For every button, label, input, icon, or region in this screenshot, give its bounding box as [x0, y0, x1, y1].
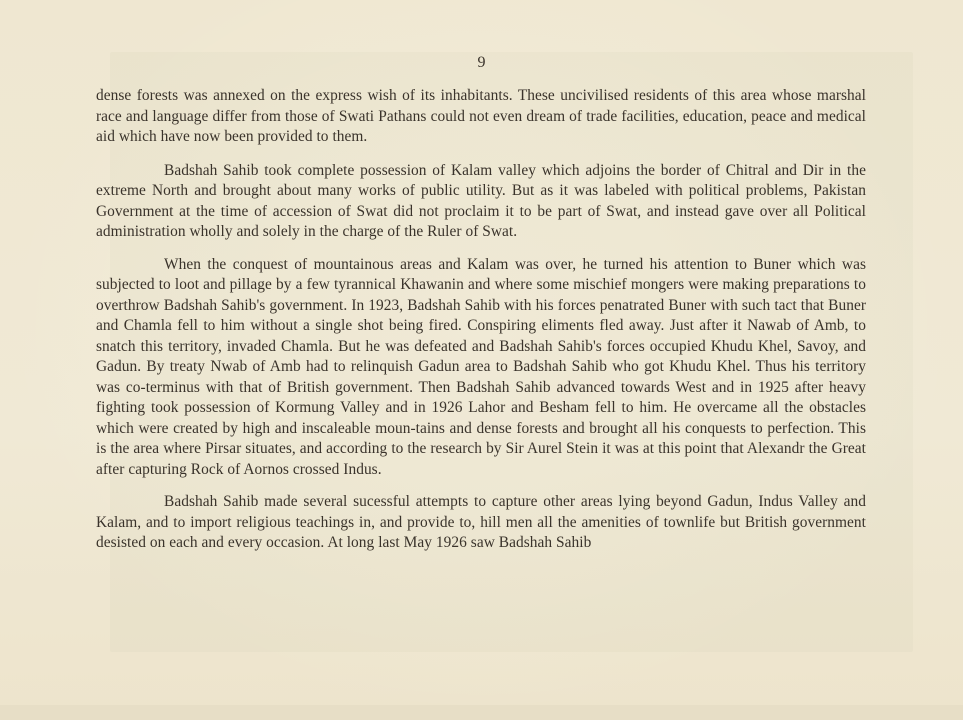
body-text [96, 86, 866, 554]
page-bottom-edge [0, 705, 963, 720]
paragraph-4: Badshah Sahib made several sucessful attempts to capture other areas lying beyond Gadun, Indus Valley and Kalam, and to import religious teachings in, and provide to, hill men all the amenities of townlife but British government desisted on each and every occasion. At long last May 1926 saw Badshah Sahib [96, 493, 866, 551]
paragraph-2: Badshah Sahib took complete possession of Kalam valley which adjoins the border of Chitral and Dir in the extreme North and brought about many works of public utility. But as it was labeled with political problems, Pakistan Government at the time of accession of Swat did not proclaim it to be part of Swat, and instead gave over all Political administration wholly and solely in the charge of the Ruler of Swat. [96, 161, 866, 240]
paragraph-3: When the conquest of mountainous areas and Kalam was over, he turned his attention to Buner which was subjected to loot and pillage by a few tyrannical Khawanin and where some mischief mongers were making preparations to overthrow Badshah Sahib's government. In 1923, Badshah Sahib with his forces penatrated Buner with such tact that Buner and Chamla fell to him without a single shot being fired. Conspiring eliments fled away. Just after it Nawab of Amb, to snatch this territory, invaded Chamla. But he was defeated and Badshah Sahib's forces occupied Khudu Khel, Savoy, and Gadun. By treaty Nwab of Amb had to relinquish Gadun area to Badshah Sahib who got Khudu Khel. Thus his territory was co-terminus with that of British government. Then Badshah Sahib advanced towards West and in 1925 after heavy fighting took possession of Kormung Valley and in 1926 Lahor and Besham fell to him. He overcame all the obstacles which were created by high and inscaleable moun-tains and dense forests and brought all his conquests to perfection. This is the area where Pirsar situates, and according to the research by Sir Aurel Stein it was at this point that Alexandr the Great after capturing Rock of Aornos crossed Indus. [96, 255, 866, 478]
page-number: 9 [477, 54, 486, 71]
paragraph-1: dense forests was annexed on the express wish of its inhabitants. These uncivilised residents of this area whose marshal race and language differ from those of Swati Pathans could not even dream of trade facilities, education, peace and medical aid which have now been provided to them. [96, 87, 866, 145]
